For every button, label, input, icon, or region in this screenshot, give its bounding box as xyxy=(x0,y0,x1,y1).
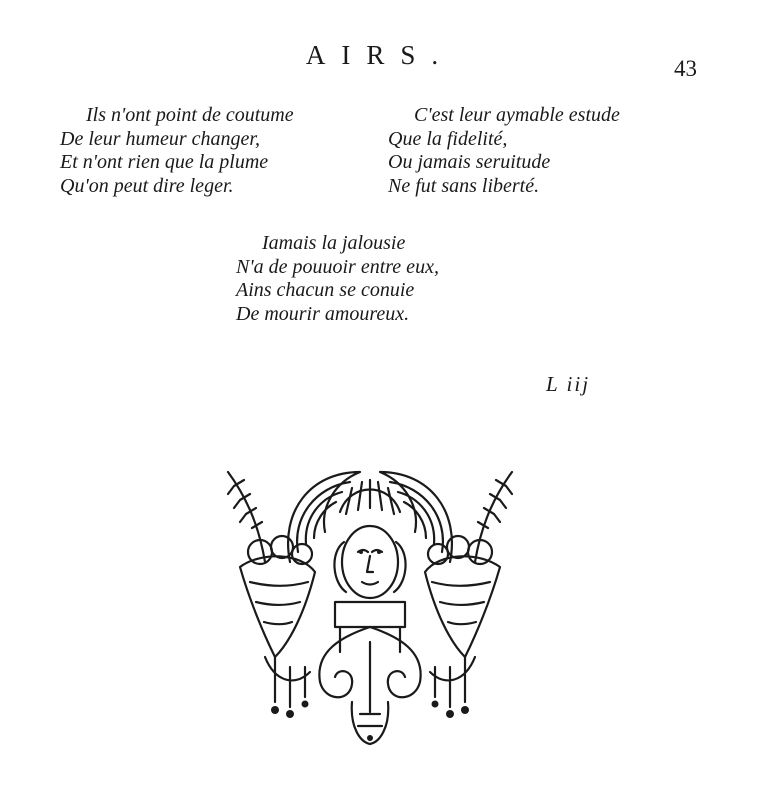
verse-line: C'est leur aymable estude xyxy=(414,104,620,126)
page-title: AIRS. xyxy=(305,40,455,70)
signature-mark: L iij xyxy=(546,372,591,396)
verse-line: Que la fidelité, xyxy=(388,127,508,150)
verse-line: Ne fut sans liberté. xyxy=(388,174,540,197)
page-number: 43 xyxy=(674,56,697,81)
mask-cornucopia-ornament-icon xyxy=(220,452,520,752)
stanza-left xyxy=(60,104,294,198)
verse-line: Qu'on peut dire leger. xyxy=(60,174,234,197)
verse-line: Et n'ont rien que la plume xyxy=(60,151,269,173)
verse-line: Iamais la jalousie xyxy=(262,232,406,254)
verse-line: Ou jamais seruitude xyxy=(388,151,551,173)
verse-line: Ils n'ont point de coutume xyxy=(86,104,294,126)
verse-line: N'a de pouuoir entre eux, xyxy=(236,255,439,278)
stanza-right xyxy=(388,104,620,198)
verse-line: Ains chacun se conuie xyxy=(236,279,415,301)
verse-line: De leur humeur changer, xyxy=(60,127,260,150)
verse-line: De mourir amoureux. xyxy=(236,302,410,325)
stanza-center xyxy=(236,232,439,326)
